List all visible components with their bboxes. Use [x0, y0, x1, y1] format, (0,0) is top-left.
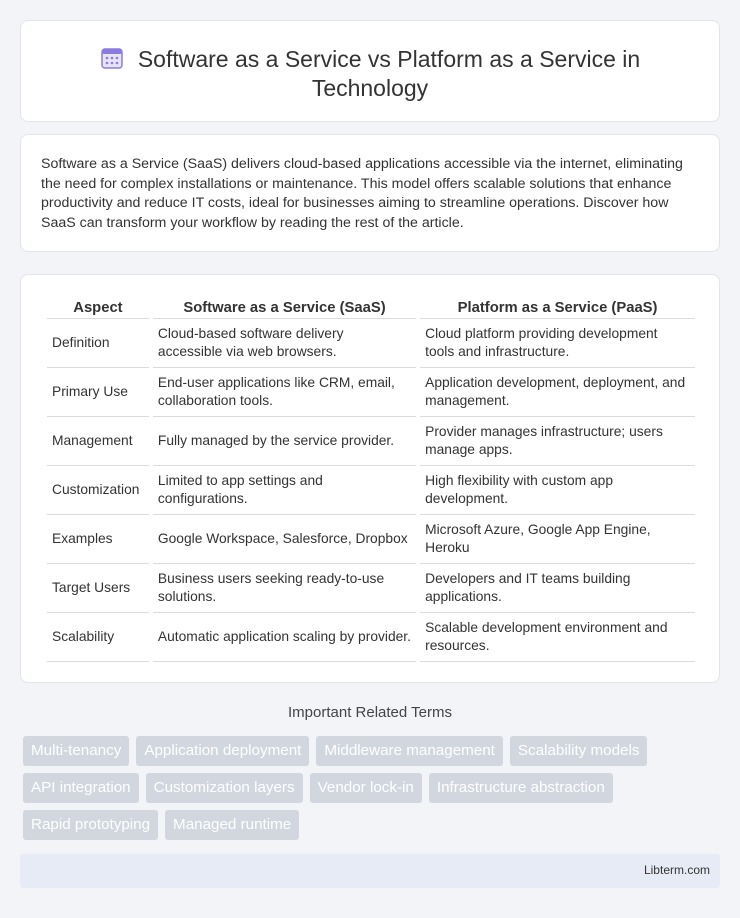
related-term-tag[interactable]: Vendor lock-in — [310, 773, 422, 803]
related-terms-list — [23, 736, 723, 840]
table-cell-saas: Google Workspace, Salesforce, Dropbox — [153, 515, 416, 564]
table-cell-paas: Application development, deployment, and management. — [420, 368, 695, 417]
footer-site-link[interactable]: Libterm.com — [643, 863, 710, 877]
table-row — [47, 515, 695, 564]
calendar-icon — [100, 46, 124, 70]
column-header-paas: Platform as a Service (PaaS) — [420, 295, 695, 319]
table-cell-paas: Provider manages infrastructure; users manage apps. — [420, 417, 695, 466]
related-term-tag[interactable]: Scalability models — [510, 736, 648, 766]
intro-card — [20, 134, 720, 252]
column-header-aspect: Aspect — [47, 295, 149, 319]
related-term-tag[interactable]: Multi-tenancy — [23, 736, 129, 766]
related-term-tag[interactable]: Infrastructure abstraction — [429, 773, 613, 803]
table-cell-saas: End-user applications like CRM, email, collaboration tools. — [153, 368, 416, 417]
comparison-table — [43, 295, 699, 662]
related-term-tag[interactable]: Customization layers — [146, 773, 303, 803]
table-row — [47, 319, 695, 368]
intro-paragraph: Software as a Service (SaaS) delivers cloud-based applications accessible via the internet, eliminating the need for complex installations or maintenance. This model offers scalable solutions that enhance productivity and reduce IT costs, ideal for businesses aiming to streamline operations. Discover how SaaS can transform your workflow by reading the rest of the article. — [41, 156, 683, 231]
related-term-tag[interactable]: Managed runtime — [165, 810, 299, 840]
page-title — [21, 45, 719, 103]
table-cell-saas: Limited to app settings and configurations. — [153, 466, 416, 515]
table-cell-paas: Developers and IT teams building applications. — [420, 564, 695, 613]
table-row — [47, 466, 695, 515]
title-card — [20, 20, 720, 122]
table-cell-paas: Cloud platform providing development tools and infrastructure. — [420, 319, 695, 368]
table-row — [47, 613, 695, 662]
table-row — [47, 368, 695, 417]
related-term-tag[interactable]: Application deployment — [136, 736, 309, 766]
related-term-tag[interactable]: Rapid prototyping — [23, 810, 158, 840]
table-body — [47, 319, 695, 662]
related-terms-heading: Important Related Terms — [288, 704, 452, 721]
table-cell-paas: Scalable development environment and resources. — [420, 613, 695, 662]
table-cell-paas: Microsoft Azure, Google App Engine, Heroku — [420, 515, 695, 564]
table-cell-aspect: Management — [47, 417, 149, 466]
table-cell-saas: Business users seeking ready-to-use solutions. — [153, 564, 416, 613]
column-header-saas: Software as a Service (SaaS) — [153, 295, 416, 319]
related-term-tag[interactable]: API integration — [23, 773, 139, 803]
table-cell-saas: Fully managed by the service provider. — [153, 417, 416, 466]
footer — [20, 854, 720, 888]
table-row — [47, 564, 695, 613]
page-title-text: Software as a Service vs Platform as a Service in Technology — [137, 46, 641, 101]
table-row — [47, 417, 695, 466]
table-cell-aspect: Definition — [47, 319, 149, 368]
table-cell-aspect: Customization — [47, 466, 149, 515]
related-term-tag[interactable]: Middleware management — [316, 736, 503, 766]
comparison-card — [20, 274, 720, 683]
table-cell-aspect: Examples — [47, 515, 149, 564]
table-header-row — [47, 295, 695, 319]
table-cell-aspect: Scalability — [47, 613, 149, 662]
table-cell-aspect: Target Users — [47, 564, 149, 613]
table-cell-saas: Automatic application scaling by provider. — [153, 613, 416, 662]
table-cell-aspect: Primary Use — [47, 368, 149, 417]
table-cell-paas: High flexibility with custom app development. — [420, 466, 695, 515]
table-cell-saas: Cloud-based software delivery accessible via web browsers. — [153, 319, 416, 368]
